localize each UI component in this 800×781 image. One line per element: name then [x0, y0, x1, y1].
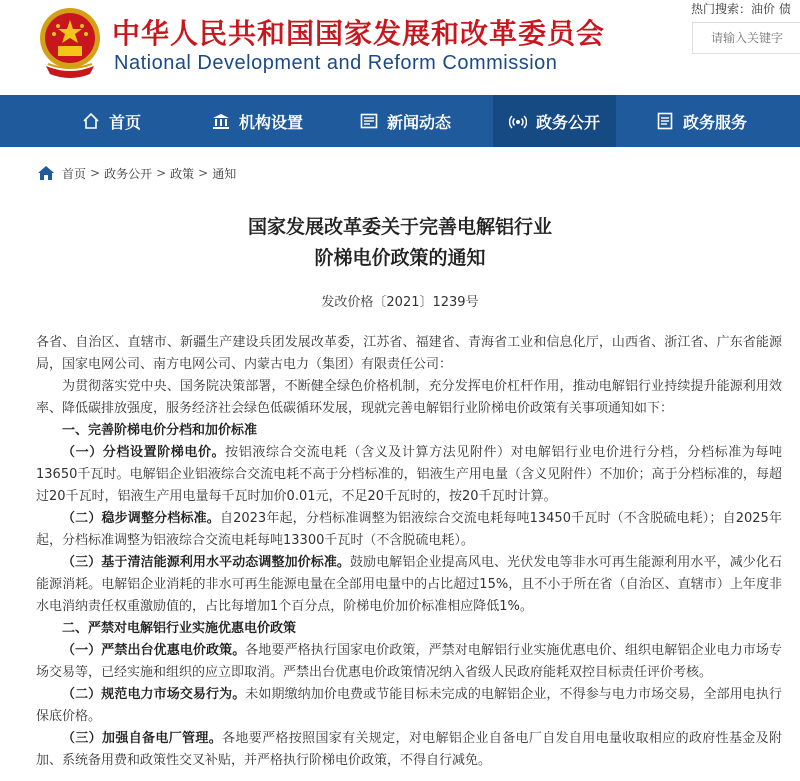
- clause-title: （二）稳步调整分档标准。: [62, 511, 220, 526]
- clause-text: 按铝液综合交流电耗（含义及计算方法见附件）对电解铝行业电价进行分档，分档标准为每吨13650千瓦时。电解铝企业铝液综合交流电耗不高于分档标准的，铝液生产用电量（含义见附件）不加价；高于分档标准的，每超过20千瓦时，铝液生产用电量每千瓦时加价0.01元，不足20千瓦时的，按20千瓦时计算。: [36, 445, 782, 504]
- clause-title: （一）分档设置阶梯电价。: [62, 445, 226, 460]
- breadcrumb-separator: >: [156, 166, 167, 180]
- clause-paragraph: [36, 552, 782, 618]
- document-icon: [656, 112, 674, 130]
- clause-title: （三）加强自备电厂管理。: [62, 731, 223, 746]
- breadcrumb-separator: >: [90, 166, 101, 180]
- nav-item-services[interactable]: [656, 95, 747, 147]
- nav-item-home[interactable]: [82, 95, 141, 147]
- section-heading: [36, 420, 782, 442]
- breadcrumb-separator: >: [198, 166, 209, 180]
- nav-item-news[interactable]: [360, 95, 451, 147]
- clause-text: 未如期缴纳加价电费或节能目标未完成的电解铝企业，不得参与电力市场交易，全部用电执行保底价格。: [36, 687, 782, 724]
- nav-item-organization[interactable]: [212, 95, 303, 147]
- section-heading-text: 一、完善阶梯电价分档和加价标准: [62, 423, 258, 438]
- clause-title: （三）基于清洁能源利用水平动态调整加价标准。: [62, 555, 351, 570]
- clause-text: 各地要严格执行国家电价政策，严禁对电解铝行业实施优惠电价、组织电解铝企业电力市场专场交易等，已经实施和组织的应立即取消。严禁出台优惠电价政策情况纳入省级人民政府能耗双控目标责任评价考核。: [36, 643, 782, 680]
- main-nav: [0, 95, 800, 147]
- building-icon: [212, 112, 230, 130]
- clause-text: 鼓励电解铝企业提高风电、光伏发电等非水可再生能源利用水平，减少化石能源消耗。电解铝企业消耗的非水可再生能源电量在全部用电量中的占比超过15%，且不小于所在省（自治区、直辖市）上年度非水电消纳责任权重激励值的，占比每增加1个百分点，阶梯电价加价标准相应降低1%。: [36, 555, 782, 614]
- breadcrumb-link-home[interactable]: 首页: [62, 166, 87, 181]
- breadcrumb-link-notice[interactable]: 通知: [212, 166, 237, 181]
- site-header: [0, 0, 800, 95]
- clause-paragraph: [36, 508, 782, 552]
- article-title-line2: 阶梯电价政策的通知: [314, 247, 486, 269]
- clause-title: （二）规范电力市场交易行为。: [62, 687, 246, 702]
- site-title-en: National Development and Reform Commission: [114, 52, 558, 74]
- section-heading: [36, 618, 782, 640]
- intro-paragraph: 为贯彻落实党中央、国务院决策部署，不断健全绿色价格机制，充分发挥电价杠杆作用，推动电解铝行业持续提升能源利用效率、降低碳排放强度，服务经济社会绿色低碳循环发展，现就完善电解铝行业阶梯电价政策有关事项通知如下：: [36, 379, 782, 416]
- hot-search-label[interactable]: 热门搜索：油价 债: [691, 2, 791, 16]
- clause-text: 各地要严格按照国家有关规定，对电解铝企业自备电厂自发自用电量收取相应的政府性基金及附加、系统备用费和政策性交叉补贴，并严格执行阶梯电价政策，不得自行减免。: [36, 731, 782, 768]
- broadcast-icon: [509, 112, 527, 130]
- clause-title: （一）严禁出台优惠电价政策。: [62, 643, 246, 658]
- nav-item-label: 机构设置: [239, 112, 304, 132]
- clause-paragraph: [36, 684, 782, 728]
- breadcrumb-link-policy[interactable]: 政策: [170, 166, 195, 181]
- nav-item-label: 政务公开: [536, 112, 601, 132]
- home-icon[interactable]: [38, 166, 54, 180]
- search-input[interactable]: [692, 22, 800, 54]
- document-number: 发改价格〔2021〕1239号: [321, 295, 479, 310]
- section-heading-text: 二、严禁对电解铝行业实施优惠电价政策: [62, 621, 297, 636]
- article-body: [36, 332, 782, 772]
- nav-item-label: 政务服务: [683, 112, 748, 132]
- news-icon: [360, 112, 378, 130]
- nav-item-label: 新闻动态: [387, 112, 452, 132]
- nav-item-government-affairs[interactable]: [493, 95, 616, 147]
- breadcrumb: [38, 163, 236, 183]
- site-title-cn: 中华人民共和国国家发展和改革委员会: [112, 17, 606, 50]
- national-emblem-icon[interactable]: [38, 4, 102, 86]
- article-title-line1: 国家发展改革委关于完善电解铝行业: [247, 216, 552, 238]
- clause-paragraph: [36, 442, 782, 508]
- nav-item-label: 首页: [109, 112, 142, 132]
- clause-paragraph: [36, 640, 782, 684]
- home-icon: [82, 112, 100, 130]
- clause-text: 自2023年起，分档标准调整为铝液综合交流电耗每吨13450千瓦时（不含脱硫电耗）；自2025年起，分档标准调整为铝液综合交流电耗每吨13300千瓦时（不含脱硫电耗）。: [36, 511, 782, 548]
- clause-paragraph: [36, 728, 782, 772]
- breadcrumb-link-government-affairs[interactable]: 政务公开: [104, 166, 153, 181]
- recipients-paragraph: 各省、自治区、直辖市、新疆生产建设兵团发展改革委，江苏省、福建省、青海省工业和信息化厅，山西省、浙江省、广东省能源局，国家电网公司、南方电网公司、内蒙古电力（集团）有限责任公司：: [36, 335, 782, 372]
